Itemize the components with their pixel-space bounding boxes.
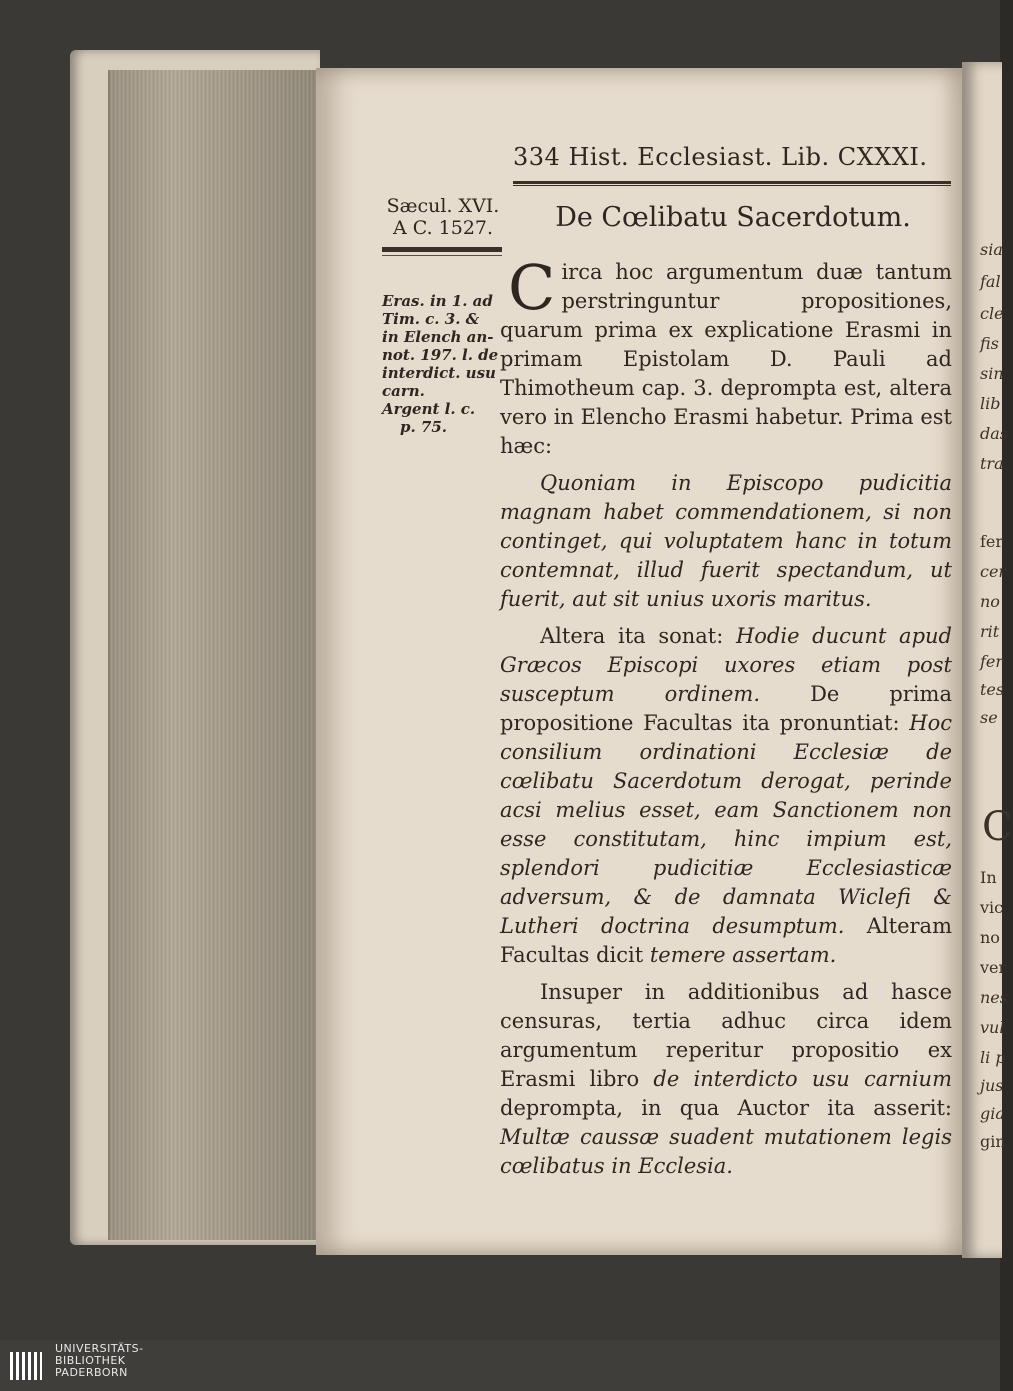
next-page-fragment: fer xyxy=(980,532,1004,551)
next-page-fragment: ver xyxy=(980,958,1007,977)
header-rule-thin xyxy=(513,185,951,186)
next-page-fragment: lib xyxy=(980,394,1001,413)
next-page-fragment: nes xyxy=(980,988,1008,1007)
next-page-fragment: fis xyxy=(980,334,999,353)
next-page-edge xyxy=(962,62,1013,1258)
next-page-fragment: no xyxy=(980,592,1000,611)
margin-note-line: not. 197. l. de xyxy=(382,346,499,364)
next-page-fragment: fer xyxy=(980,652,1004,671)
next-page-fragment: cle xyxy=(980,304,1004,323)
next-page-fragment: fal xyxy=(980,272,1001,291)
next-page-fragment: sin xyxy=(980,364,1004,383)
next-page-fragment: tes xyxy=(980,680,1005,699)
next-page-fragment: no xyxy=(980,928,1000,947)
library-name-line: PADERBORN xyxy=(55,1366,128,1379)
paragraph-1: Circa hoc argumentum duæ tantum perstringuntur propositiones, quarum prima ex explicatione Erasmi in primam Epistolam D. Pauli ad Thimotheum cap. 3. deprompta est, altera vero in Elencho Erasmi habetur. Prima est hæc: xyxy=(500,251,952,458)
header-rule xyxy=(513,181,951,184)
next-page-fragment: cer xyxy=(980,562,1007,581)
drop-cap: C xyxy=(508,251,556,324)
next-page-fragment: li p xyxy=(980,1048,1006,1067)
page-edges xyxy=(108,70,320,1240)
next-page-fragment: se xyxy=(980,708,998,727)
next-page-fragment: C xyxy=(982,804,1013,850)
next-page-fragment: vul xyxy=(980,1018,1005,1037)
next-page-fragment: In xyxy=(980,868,997,887)
paragraph-4: Insuper in additionibus ad hasce censuras, tertia adhuc circa idem argumentum reperitur propositio ex Erasmi libro de interdicto usu carnium deprompta, in qua Auctor ita asserit: Multæ caussæ suadent mutationem legis cœlibatus in Ecclesia. xyxy=(500,980,952,1178)
library-name-line: BIBLIOTHEK xyxy=(55,1354,126,1367)
next-page-fragment: gia xyxy=(980,1104,1005,1123)
margin-note-line: Argent l. c. xyxy=(382,400,476,418)
margin-note-line: Eras. in 1. ad xyxy=(382,292,493,310)
margin-notes xyxy=(382,292,506,436)
running-header: 334 Hist. Ecclesiast. Lib. CXXXI. xyxy=(513,143,928,171)
margin-rule xyxy=(382,247,502,252)
margin-note-line: carn. xyxy=(382,382,425,400)
library-logo-icon xyxy=(8,1348,44,1384)
next-page-fragment: sia xyxy=(980,240,1003,259)
margin-year: A C. 1527. xyxy=(392,217,494,239)
margin-note-line: Tim. c. 3. & xyxy=(382,310,480,328)
margin-note-line: in Elench an- xyxy=(382,328,494,346)
library-name xyxy=(55,1343,144,1379)
body-text xyxy=(500,251,952,1189)
margin-rule-thin xyxy=(382,255,502,256)
paragraph-quote: Quoniam in Episcopo pudicitia magnam habet commendationem, si non continget, qui voluptatem hanc in totum contemnat, illud fuerit spectandum, ut fuerit, aut sit unius uxoris maritus. xyxy=(500,471,952,611)
section-title: De Cœlibatu Sacerdotum. xyxy=(555,202,911,233)
next-page-fragment: gin xyxy=(980,1132,1006,1151)
margin-century: Sæcul. XVI. xyxy=(386,195,500,217)
paragraph-3: Altera ita sonat: Hodie ducunt apud Græcos Episcopi uxores etiam post susceptum ordinem. De prima propositione Facultas ita pronuntiat: Hoc consilium ordinationi Ecclesiæ de cœlibatu Sacerdotum derogat, perinde acsi melius esset, eam Sanctionem non esse constitutam, hinc impium est, splendori pudicitiæ Ecclesiasticæ adversum, & de damnata Wiclefi & Lutheri doctrina desumptum. Alteram Facultas dicit temere assertam. xyxy=(500,624,952,967)
library-name-line: UNIVERSITÄTS- xyxy=(55,1342,144,1355)
next-page-fragment: jus xyxy=(980,1076,1004,1095)
margin-heading xyxy=(380,195,506,239)
next-page-fragment: das xyxy=(980,424,1008,443)
next-page-fragment: tra xyxy=(980,454,1004,473)
next-page-fragment: vic xyxy=(980,898,1004,917)
library-footer xyxy=(0,1340,1000,1391)
margin-note-line: p. 75. xyxy=(400,418,448,436)
next-page-fragment: rit xyxy=(980,622,1000,641)
margin-note-line: interdict. usu xyxy=(382,364,496,382)
